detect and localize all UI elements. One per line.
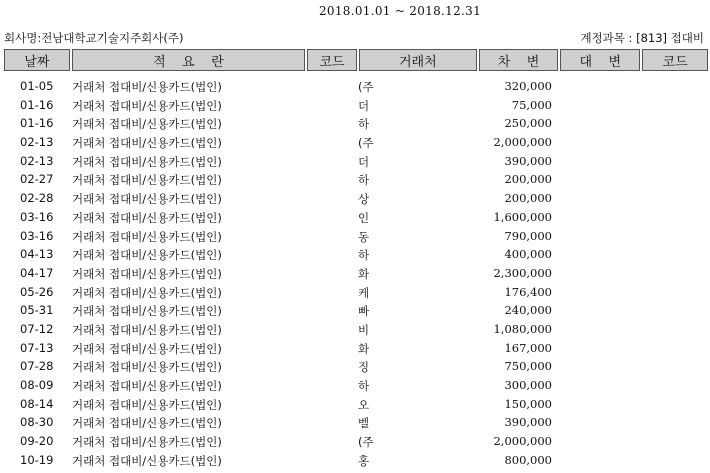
row-counterparty: (주 (358, 136, 374, 151)
row-counterparty: 더 (358, 98, 370, 113)
row-counterparty: 더 (358, 154, 370, 169)
row-debit: 1,600,000 (493, 209, 552, 224)
row-debit: 200,000 (504, 172, 552, 187)
row-description: 거래처 접대비/신용카드(법인) (72, 173, 222, 188)
row-counterparty: 빠 (358, 304, 370, 319)
table-row (0, 396, 710, 415)
row-date: 09-20 (20, 434, 54, 449)
row-description: 거래처 접대비/신용카드(법인) (72, 136, 222, 151)
table-row (0, 340, 710, 359)
row-date: 01-16 (20, 97, 54, 112)
row-counterparty: 화 (358, 341, 370, 356)
row-debit: 1,080,000 (493, 321, 552, 336)
row-counterparty: (주 (358, 435, 374, 450)
row-date: 02-27 (20, 172, 54, 187)
table-row (0, 452, 710, 471)
row-counterparty: 징 (358, 360, 370, 375)
table-row (0, 228, 710, 247)
header-description: 적 요 란 (72, 49, 305, 71)
row-debit: 200,000 (504, 191, 552, 206)
table-row (0, 97, 710, 116)
row-description: 거래처 접대비/신용카드(법인) (72, 154, 222, 169)
table-row (0, 414, 710, 433)
header-credit: 대 변 (560, 49, 640, 71)
row-counterparty: 하 (358, 248, 370, 263)
row-date: 04-17 (20, 265, 54, 280)
row-description: 거래처 접대비/신용카드(법인) (72, 304, 222, 319)
row-counterparty: 동 (358, 229, 370, 244)
row-description: 거래처 접대비/신용카드(법인) (72, 397, 222, 412)
row-description: 거래처 접대비/신용카드(법인) (72, 117, 222, 132)
row-debit: 2,000,000 (493, 135, 552, 150)
row-counterparty: 화 (358, 266, 370, 281)
table-row (0, 284, 710, 303)
row-debit: 300,000 (504, 378, 552, 392)
row-counterparty: 하 (358, 117, 370, 132)
row-description: 거래처 접대비/신용카드(법인) (72, 379, 222, 393)
table-row (0, 171, 710, 190)
header-date: 날짜 (4, 49, 70, 71)
ledger-rows (0, 78, 710, 470)
row-description: 거래처 접대비/신용카드(법인) (72, 360, 222, 375)
company-name: 회사명:전남대학교기술지주회사(주) (4, 31, 184, 45)
account-title: 계정과목 : [813] 접대비 (580, 31, 704, 45)
row-date: 07-28 (20, 359, 54, 374)
row-date: 03-16 (20, 209, 54, 224)
row-counterparty: 홍 (358, 453, 370, 468)
table-row (0, 246, 710, 265)
header-debit: 차 변 (479, 49, 559, 71)
row-debit: 167,000 (504, 340, 552, 355)
table-row (0, 209, 710, 228)
row-description: 거래처 접대비/신용카드(법인) (72, 80, 222, 94)
row-date: 02-28 (20, 191, 54, 206)
row-description: 거래처 접대비/신용카드(법인) (72, 435, 222, 450)
row-date: 08-30 (20, 415, 54, 430)
header-code-2: 코드 (642, 49, 708, 71)
table-row (0, 134, 710, 153)
row-date: 07-12 (20, 321, 54, 336)
row-debit: 320,000 (504, 79, 552, 93)
row-description: 거래처 접대비/신용카드(법인) (72, 416, 222, 431)
row-counterparty: 오 (358, 397, 370, 412)
row-counterparty: 하 (358, 379, 370, 393)
row-date: 02-13 (20, 153, 54, 168)
table-row (0, 190, 710, 209)
table-row (0, 433, 710, 452)
header-code: 코드 (307, 49, 357, 71)
table-row (0, 115, 710, 134)
row-description: 거래처 접대비/신용카드(법인) (72, 229, 222, 244)
row-debit: 800,000 (504, 452, 552, 467)
row-debit: 75,000 (511, 97, 552, 112)
row-date: 10-19 (20, 452, 54, 467)
table-row (0, 78, 710, 97)
row-counterparty: 비 (358, 322, 370, 337)
row-debit: 390,000 (504, 153, 552, 168)
row-debit: 750,000 (504, 359, 552, 374)
row-description: 거래처 접대비/신용카드(법인) (72, 322, 222, 337)
row-debit: 150,000 (504, 396, 552, 411)
row-counterparty: (주 (358, 80, 374, 94)
row-description: 거래처 접대비/신용카드(법인) (72, 453, 222, 468)
row-date: 07-13 (20, 340, 54, 355)
table-row (0, 358, 710, 377)
row-description: 거래처 접대비/신용카드(법인) (72, 210, 222, 225)
row-debit: 250,000 (504, 116, 552, 131)
table-row (0, 153, 710, 172)
row-debit: 400,000 (504, 247, 552, 262)
row-date: 02-13 (20, 135, 54, 150)
row-debit: 2,300,000 (493, 265, 552, 280)
row-counterparty: 벨 (358, 416, 370, 431)
row-description: 거래처 접대비/신용카드(법인) (72, 192, 222, 207)
row-date: 08-14 (20, 396, 54, 411)
table-header (4, 49, 708, 73)
row-debit: 2,000,000 (493, 434, 552, 449)
row-date: 04-13 (20, 247, 54, 262)
row-debit: 790,000 (504, 228, 552, 243)
row-debit: 176,400 (504, 284, 552, 299)
row-counterparty: 케 (358, 285, 370, 300)
row-counterparty: 인 (358, 210, 370, 225)
table-row (0, 321, 710, 340)
table-row (0, 265, 710, 284)
row-debit: 240,000 (504, 303, 552, 318)
row-counterparty: 상 (358, 192, 370, 207)
row-date: 01-05 (20, 79, 54, 93)
row-description: 거래처 접대비/신용카드(법인) (72, 341, 222, 356)
table-row (0, 302, 710, 321)
row-counterparty: 하 (358, 173, 370, 188)
row-date: 03-16 (20, 228, 54, 243)
row-date: 05-31 (20, 303, 54, 318)
row-description: 거래처 접대비/신용카드(법인) (72, 285, 222, 300)
row-date: 01-16 (20, 116, 54, 131)
row-description: 거래처 접대비/신용카드(법인) (72, 266, 222, 281)
row-date: 05-26 (20, 284, 54, 299)
report-period: 2018.01.01 ~ 2018.12.31 (319, 4, 481, 18)
row-date: 08-09 (20, 378, 54, 392)
header-counterparty: 거래처 (359, 49, 477, 71)
table-row (0, 377, 710, 396)
row-description: 거래처 접대비/신용카드(법인) (72, 98, 222, 113)
row-description: 거래처 접대비/신용카드(법인) (72, 248, 222, 263)
row-debit: 390,000 (504, 415, 552, 430)
